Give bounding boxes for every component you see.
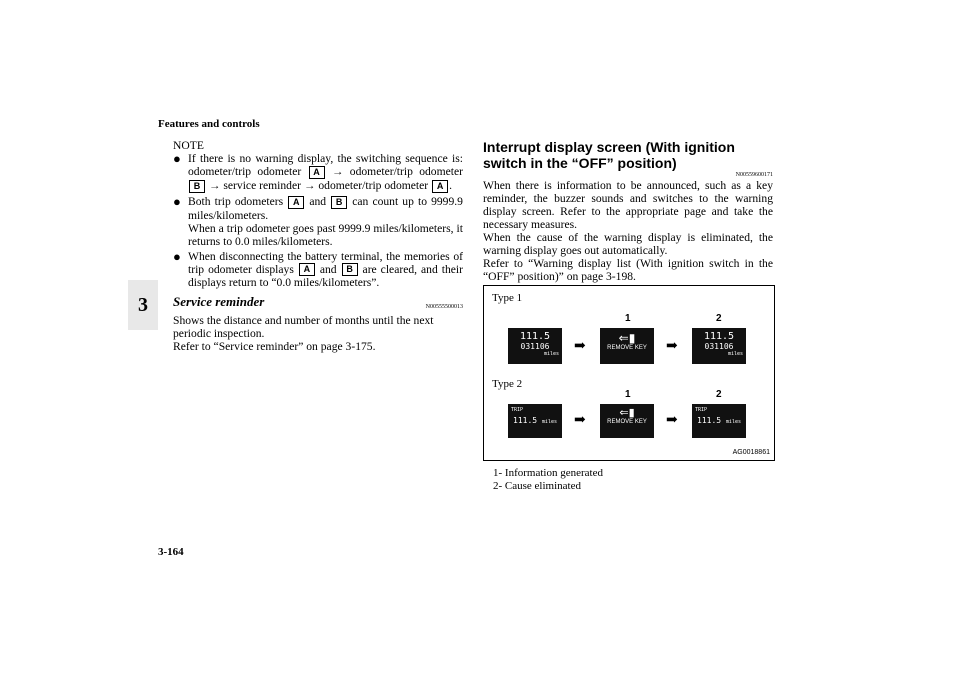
arrow-right-icon: ➡ <box>666 339 678 354</box>
paragraph: Refer to “Warning display list (With ignition switch in the “OFF” position)” on page 3-198. <box>483 257 773 283</box>
trip-b-badge: B <box>189 180 205 193</box>
page-number: 3-164 <box>158 546 184 558</box>
chapter-tab: 3 <box>128 280 158 330</box>
trip-screen: TRIP 111.5 miles <box>692 404 746 438</box>
trip-a-badge: A <box>299 263 315 276</box>
figure-legend <box>493 467 603 493</box>
arrow-right-icon: ➡ <box>574 339 586 354</box>
bullet-icon: ● <box>173 151 181 166</box>
service-text: Shows the distance and number of months until the next periodic inspection. <box>173 314 434 341</box>
odometer-screen: 111.5 031106 miles <box>692 328 746 364</box>
left-column <box>173 139 463 353</box>
note-bullet: ● Both trip odometers A and B can count up to 9999.9 miles/kilometers. When a trip odometer goes past 9999.9 miles/kilometers, it returns to 0.0 miles/kilometers. <box>173 193 463 248</box>
step1-number: 1 <box>625 389 631 400</box>
service-reference: Refer to “Service reminder” on page 3-175. <box>173 340 376 354</box>
trip-a-badge: A <box>309 166 325 179</box>
bullet-icon: ● <box>173 248 181 264</box>
service-code: N00555500013 <box>425 304 463 311</box>
key-icon: ⇐▮ <box>619 407 635 419</box>
trip-screen: TRIP 111.5 miles <box>508 404 562 438</box>
arrow-right-icon: ➡ <box>666 413 678 428</box>
remove-key-screen: ⇐▮ REMOVE KEY <box>600 328 654 364</box>
paragraph: When the cause of the warning display is eliminated, the warning display goes out automatically. <box>483 231 773 257</box>
right-column <box>483 139 773 283</box>
legend-item: 1- Information generated <box>493 467 603 479</box>
step1-number: 1 <box>625 313 631 324</box>
service-reminder-title: Service reminder <box>173 295 265 310</box>
step2-number: 2 <box>716 389 722 400</box>
step2-number: 2 <box>716 313 722 324</box>
bullet-icon: ● <box>173 193 181 209</box>
remove-key-screen: ⇐▮ REMOVE KEY <box>600 404 654 438</box>
legend-item: 2- Cause eliminated <box>493 480 581 492</box>
trip-b-badge: B <box>331 196 347 209</box>
running-header: Features and controls <box>158 118 260 130</box>
note-bullet: ● If there is no warning display, the switching sequence is: odometer/trip odometer A → odometer/trip odometer B → service reminder → odometer/trip odometer A . <box>173 151 463 192</box>
section-code: N00559600171 <box>735 172 773 178</box>
paragraph: When there is information to be announced, such as a key reminder, the buzzer sounds and switches to the warning display screen. Refer to the appropriate page and take the necessary measures. <box>483 179 773 231</box>
trip-a-badge: A <box>288 196 304 209</box>
trip-a-badge: A <box>432 180 448 193</box>
type2-label: Type 2 <box>492 378 523 390</box>
display-figure <box>483 285 775 461</box>
type1-label: Type 1 <box>492 292 523 304</box>
trip-b-badge: B <box>342 263 358 276</box>
section-title: Interrupt display screen (With ignition switch in the “OFF” position) <box>483 139 735 171</box>
odometer-screen: 111.5 031106 miles <box>508 328 562 364</box>
key-icon: ⇐▮ <box>618 331 636 345</box>
note-bullet: ● When disconnecting the battery terminal, the memories of trip odometer displays A and B are cleared, and their displays return to “0.0 miles/kilometers”. <box>173 248 463 290</box>
figure-code: AG0018861 <box>732 449 770 456</box>
note-title: NOTE <box>173 139 204 152</box>
arrow-right-icon: ➡ <box>574 413 586 428</box>
